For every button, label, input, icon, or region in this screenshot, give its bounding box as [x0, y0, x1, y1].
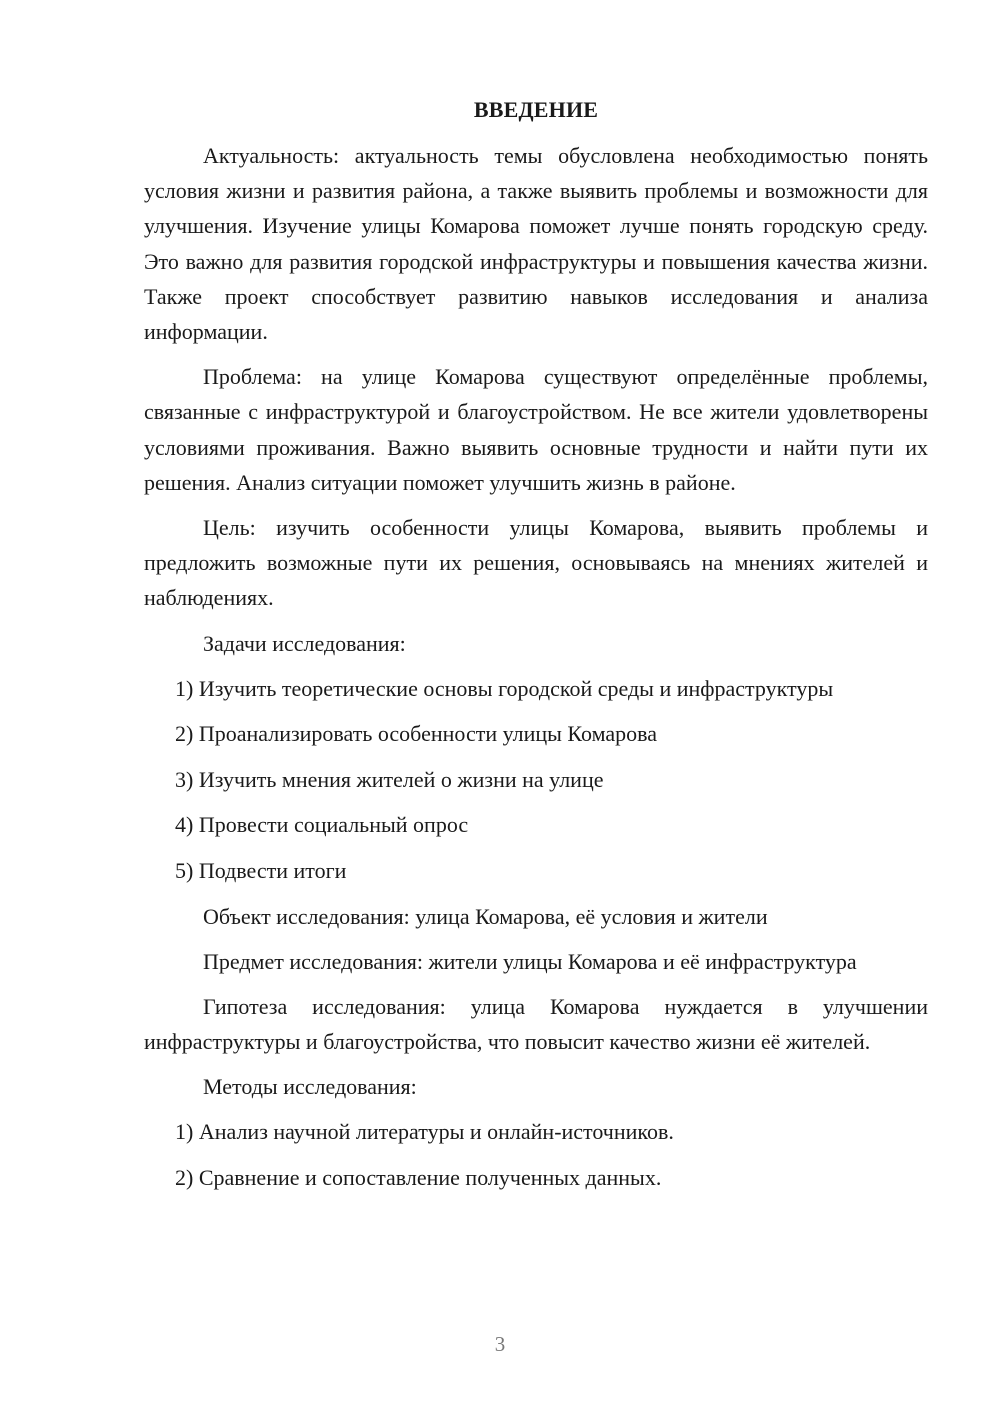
subject-paragraph: Предмет исследования: жители улицы Комарова и её инфраструктура — [203, 948, 857, 974]
hypothesis-paragraph: Гипотеза исследования: улица Комарова нуждается в улучшении инфраструктуры и благоустройства, что повысит качество жизни её жителей. — [144, 994, 928, 1055]
problem-paragraph: Проблема: на улице Комарова существуют определённые проблемы, связанные с инфраструктурой и благоустройством. Не все жители удовлетворены условиями проживания. Важно выявить основные трудности и найти пути их решения. Анализ ситуации поможет улучшить жизнь в районе. — [144, 364, 928, 495]
page-content — [144, 92, 928, 1206]
methods-list — [144, 1114, 928, 1195]
object-paragraph: Объект исследования: улица Комарова, её условия и жители — [203, 903, 768, 929]
task-item: 1) Изучить теоретические основы городской среды и инфраструктуры — [175, 675, 834, 701]
method-item: 1) Анализ научной литературы и онлайн-источников. — [175, 1119, 674, 1145]
relevance-paragraph: Актуальность: актуальность темы обусловлена необходимостью понять условия жизни и развития района, а также выявить проблемы и возможности для улучшения. Изучение улицы Комарова поможет лучше понять городскую среду. Это важно для развития городской инфраструктуры и повышения качества жизни. Также проект способствует развитию навыков исследования и анализа информации. — [144, 143, 928, 345]
tasks-heading: Задачи исследования: — [203, 630, 406, 656]
section-title: ВВЕДЕНИЕ — [473, 97, 599, 122]
task-item: 2) Проанализировать особенности улицы Комарова — [175, 721, 657, 747]
methods-heading: Методы исследования: — [203, 1074, 417, 1100]
method-item: 2) Сравнение и сопоставление полученных данных. — [175, 1165, 662, 1191]
task-item: 4) Провести социальный опрос — [175, 812, 469, 838]
goal-paragraph: Цель: изучить особенности улицы Комарова, выявить проблемы и предложить возможные пути их решения, основываясь на мнениях жителей и наблюдениях. — [144, 515, 928, 611]
page-number: 3 — [494, 1332, 506, 1356]
tasks-list — [144, 671, 928, 888]
task-item: 3) Изучить мнения жителей о жизни на улице — [175, 766, 604, 792]
task-item: 5) Подвести итоги — [175, 858, 347, 884]
